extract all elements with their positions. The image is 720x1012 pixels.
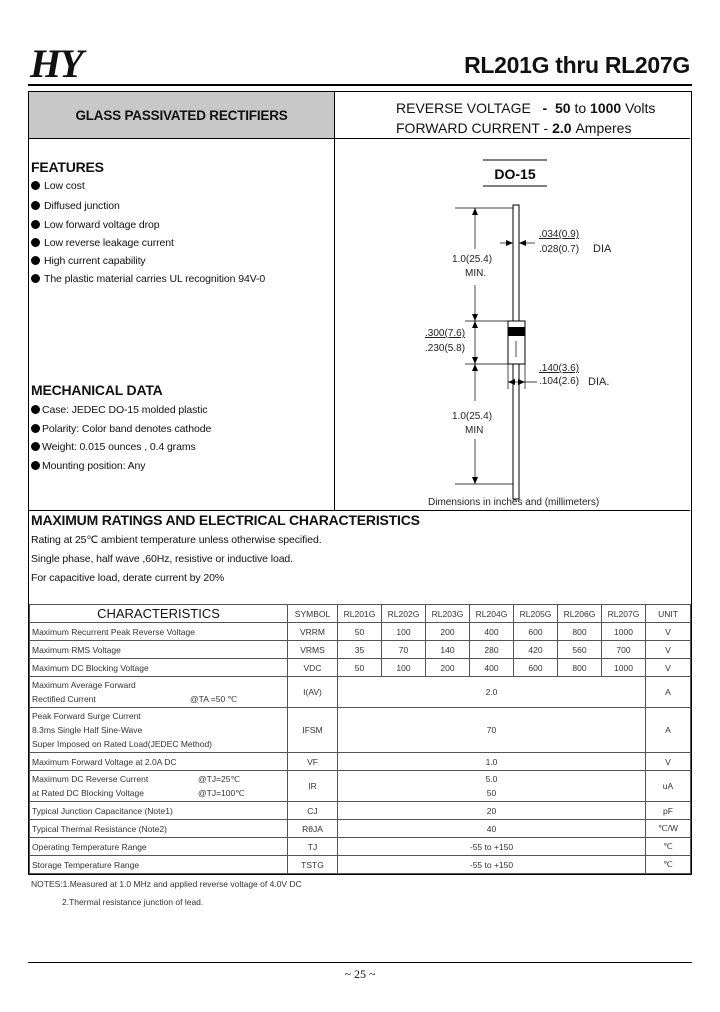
characteristic-cell [30,802,288,820]
value-cell: 35 [338,641,382,659]
merged-value-cell [338,708,646,753]
value-cell: 200 [426,623,470,641]
unit-cell: uA [646,771,691,802]
mechanical-text: Weight: 0.015 ounces , 0.4 grams [42,441,196,453]
characteristic-label: Maximum Recurrent Peak Reverse Voltage [32,626,195,637]
characteristics-table [29,604,691,874]
column-header: CHARACTERISTICS [30,605,288,623]
feature-item [31,180,85,193]
bullet-icon [31,256,40,265]
merged-value-cell [338,856,646,874]
bullet-icon [31,405,40,414]
value-cell: 70 [382,641,426,659]
characteristic-label: Maximum RMS Voltage [32,644,121,655]
dim-arrow-icon [472,477,478,484]
footer-rule [28,962,692,963]
top-lead-length-min: MIN. [465,268,487,279]
cathode-band [508,327,525,336]
top-lead-length: 1.0(25.4) [452,254,493,265]
table-body [30,623,691,874]
column-header: RL204G [470,605,514,623]
unit-cell: ℃ [646,838,691,856]
column-header: RL203G [426,605,470,623]
column-header: RL205G [514,605,558,623]
column-header: UNIT [646,605,691,623]
bullet-icon [31,181,40,190]
header-rule [28,84,692,86]
value-cell: 600 [514,623,558,641]
characteristic-text [32,625,285,639]
mechanical-text: Case: JEDEC DO-15 molded plastic [42,404,208,416]
characteristic-label: Peak Forward Surge Current [32,711,141,721]
characteristic-text [32,737,285,751]
table-row [30,856,691,874]
merged-value: -55 to +150 [469,841,514,852]
merged-value-cell [338,771,646,802]
dim-arrow-icon [472,364,478,371]
characteristic-text [32,858,285,872]
package-name: DO-15 [494,166,536,182]
characteristic-text [32,786,285,800]
bullet-icon [31,274,40,283]
characteristic-text [32,804,285,818]
mechanical-item [31,441,196,453]
characteristic-label: Typical Thermal Resistance (Note2) [32,823,167,834]
table-row [30,838,691,856]
value-cell: 100 [382,623,426,641]
value-cell: 280 [470,641,514,659]
characteristic-label: Maximum DC Blocking Voltage [32,662,149,673]
value-cell: 50 [338,623,382,641]
merged-value-cell [338,838,646,856]
characteristic-cell [30,820,288,838]
characteristic-text [32,822,285,836]
reverse-voltage-line [396,100,655,117]
table-row [30,659,691,677]
symbol-cell: VRMS [288,641,338,659]
characteristic-label: 8.3ms Single Half Sine-Wave [32,725,143,735]
ratings-note: For capacitive load, derate current by 20% [31,572,225,584]
column-header: RL201G [338,605,382,623]
value-cell: 400 [470,659,514,677]
category-box [29,92,334,138]
symbol-cell: I(AV) [288,677,338,708]
merged-value-cell [338,677,646,708]
symbol-cell: IFSM [288,708,338,753]
symbol-cell: VRRM [288,623,338,641]
bullet-icon [31,442,40,451]
value-cell: 200 [426,659,470,677]
dim-arrow-icon [519,240,526,246]
column-header: RL202G [382,605,426,623]
value-cell: 420 [514,641,558,659]
dim-arrow-icon [508,379,515,385]
table-row [30,802,691,820]
characteristic-label: at Rated DC Blocking Voltage [32,788,144,798]
forward-current-line [396,120,631,137]
section-divider [29,510,690,511]
merged-value: 2.0 [485,687,498,697]
characteristic-label: Storage Temperature Range [32,859,140,870]
forward-current-value: 2.0 [552,120,572,136]
bullet-icon [31,424,40,433]
ratings-note: Rating at 25℃ ambient temperature unless otherwise specified. [31,534,322,546]
condition-label: @TJ=25℃ [198,774,241,784]
characteristic-cell [30,838,288,856]
characteristic-cell [30,659,288,677]
merged-value: -55 to +150 [469,859,514,870]
unit-cell: V [646,753,691,771]
unit-cell: ℃/W [646,820,691,838]
table-row [30,771,691,802]
feature-item [31,273,265,286]
unit-cell: A [646,677,691,708]
column-header: RL206G [558,605,602,623]
table-row [30,708,691,753]
feature-item [31,200,120,213]
characteristic-cell [30,753,288,771]
unit-cell: A [646,708,691,753]
lead-dia-max: .034(0.9) [539,229,580,240]
bullet-icon [31,220,40,229]
unit-cell: V [646,623,691,641]
column-header: SYMBOL [288,605,338,623]
table-row [30,641,691,659]
merged-value: 50 [486,788,497,798]
dimensions-caption: Dimensions in inches and (millimeters) [428,497,600,508]
mechanical-text: Mounting position: Any [42,460,146,472]
company-logo: HY [30,41,82,86]
note-1: NOTES:1.Measured at 1.0 MHz and applied reverse voltage of 4.0V DC [31,879,302,889]
characteristic-text [32,709,285,723]
merged-value: 5.0 [485,774,498,784]
characteristic-text [32,755,285,769]
dim-arrow-icon [472,208,478,215]
reverse-voltage-min: 50 [554,100,571,116]
column-header: RL207G [602,605,646,623]
unit-cell: ℃ [646,856,691,874]
dim-arrow-icon [472,321,478,328]
dim-arrow-icon [472,357,478,364]
symbol-cell: CJ [288,802,338,820]
forward-current-unit: Amperes [575,120,632,136]
ratings-note: Single phase, half wave ,60Hz, resistive or inductive load. [31,553,293,565]
symbol-cell: TJ [288,838,338,856]
value-cell: 1000 [602,623,646,641]
symbol-cell: TSTG [288,856,338,874]
characteristic-cell [30,856,288,874]
merged-value: 70 [486,725,497,735]
value-cell: 600 [514,659,558,677]
body-dia-min: .104(2.6) [539,376,580,387]
merged-value-cell [338,802,646,820]
characteristic-label: Maximum Forward Voltage at 2.0A DC [32,756,177,767]
characteristic-text [32,692,285,706]
characteristic-label: Operating Temperature Range [32,841,147,852]
mechanical-title: MECHANICAL DATA [31,382,163,398]
symbol-cell: IR [288,771,338,802]
symbol-cell: VDC [288,659,338,677]
value-cell: 800 [558,659,602,677]
feature-text: High current capability [44,255,146,267]
merged-value: 1.0 [485,756,498,767]
lead-dia-unit: DIA [593,243,612,255]
characteristic-cell [30,641,288,659]
feature-text: Low cost [44,180,85,192]
feature-text: Diffused junction [44,200,120,212]
characteristic-text [32,643,285,657]
page-number: ~ 25 ~ [344,967,376,981]
body-length-min: .230(5.8) [425,343,466,354]
value-cell: 1000 [602,659,646,677]
characteristic-cell [30,677,288,708]
merged-value: 20 [486,805,497,816]
merged-value-cell [338,820,646,838]
table-row [30,820,691,838]
characteristic-cell [30,708,288,753]
characteristic-text [32,661,285,675]
category-label: GLASS PASSIVATED RECTIFIERS [75,107,288,123]
body-length-max: .300(7.6) [425,328,466,339]
unit-cell: V [646,659,691,677]
bullet-icon [31,238,40,247]
feature-item [31,219,160,232]
mechanical-item [31,423,211,435]
table-row [30,623,691,641]
ratings-title: MAXIMUM RATINGS AND ELECTRICAL CHARACTERISTICS [31,512,420,528]
features-title: FEATURES [31,159,104,175]
feature-item [31,237,174,250]
reverse-voltage-label: REVERSE VOLTAGE [396,100,531,116]
characteristic-cell [30,771,288,802]
characteristic-label: Rectified Current [32,694,96,704]
characteristic-label: Typical Junction Capacitance (Note1) [32,805,173,816]
header-row [30,605,691,623]
characteristic-label: Super Imposed on Rated Load(JEDEC Method) [32,739,213,749]
characteristic-text [32,772,285,786]
lead-dia-min: .028(0.7) [539,244,580,255]
value-cell: 140 [426,641,470,659]
characteristic-text [32,678,285,692]
feature-item [31,255,146,268]
value-cell: 400 [470,623,514,641]
reverse-voltage-unit: Volts [625,100,656,116]
merged-value: 40 [486,823,497,834]
mechanical-item [31,460,145,472]
symbol-cell: VF [288,753,338,771]
mechanical-text: Polarity: Color band denotes cathode [42,423,212,435]
table-header [30,605,691,623]
characteristic-text [32,723,285,737]
table-row [30,677,691,708]
characteristic-text [32,840,285,854]
reverse-voltage-dash: - [542,100,548,116]
do15-package-drawing [335,139,689,509]
mechanical-item [31,404,207,416]
dim-arrow-icon [518,379,525,385]
value-cell: 800 [558,623,602,641]
characteristic-label: Maximum DC Reverse Current [32,774,149,784]
forward-current-label: FORWARD CURRENT - [396,120,549,136]
condition-label: @TJ=100℃ [198,788,245,798]
value-cell: 50 [338,659,382,677]
value-cell: 100 [382,659,426,677]
bottom-lead-length: 1.0(25.4) [452,411,493,422]
feature-text: Low reverse leakage current [44,237,174,249]
condition-label: @TA =50 ℃ [190,694,238,704]
feature-text: Low forward voltage drop [44,219,160,231]
characteristic-cell [30,623,288,641]
value-cell: 560 [558,641,602,659]
symbol-cell: RθJA [288,820,338,838]
merged-value-cell [338,753,646,771]
value-cell: 700 [602,641,646,659]
characteristic-label: Maximum Average Forward [32,680,136,690]
part-number-title: RL201G thru RL207G [464,52,690,78]
top-lead [513,205,519,321]
bullet-icon [31,461,40,470]
body-dia-max: .140(3.6) [539,363,580,374]
reverse-voltage-to: to [574,100,587,116]
unit-cell: V [646,641,691,659]
bullet-icon [31,201,40,210]
body-dia-unit: DIA. [588,376,610,388]
unit-cell: pF [646,802,691,820]
reverse-voltage-max: 1000 [590,100,622,116]
table-row [30,753,691,771]
dim-arrow-icon [472,314,478,321]
note-2: 2.Thermal resistance junction of lead. [62,897,204,907]
feature-text: The plastic material carries UL recognition 94V-0 [44,273,266,285]
dim-arrow-icon [506,240,513,246]
bottom-lead-length-min: MIN [465,425,484,436]
